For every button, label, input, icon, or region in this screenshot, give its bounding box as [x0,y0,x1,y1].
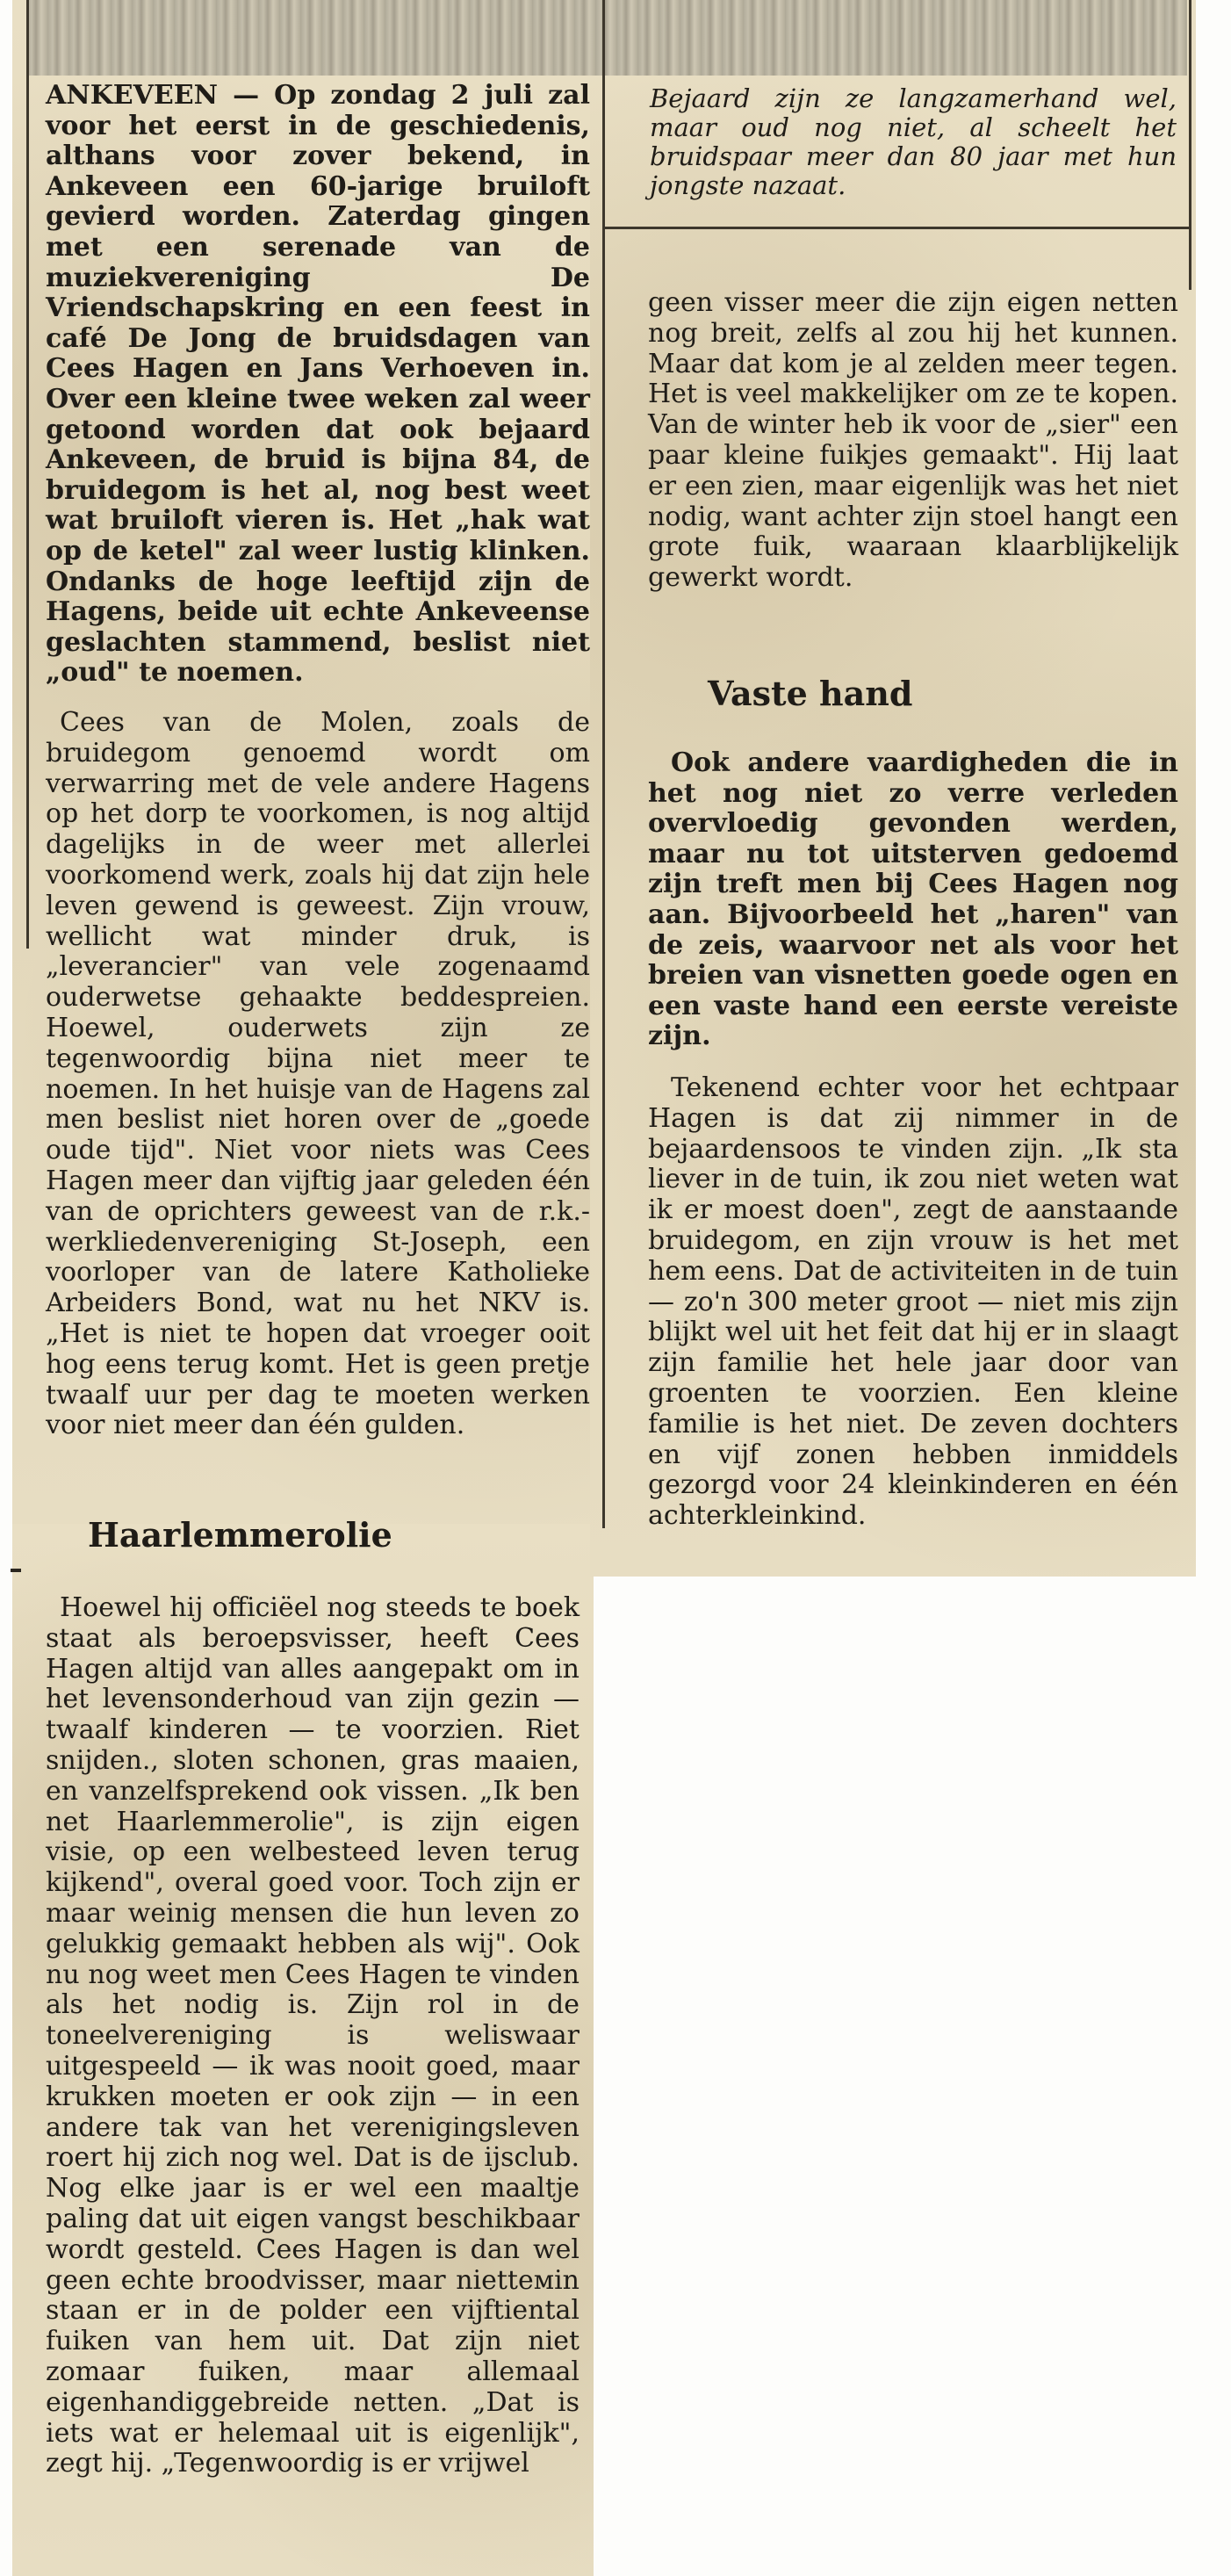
article-paragraph-1: Cees van de Molen, zoals de bruidegom genoemd wordt om verwarring met de vele andere Hagens op het dorp te voorkomen, is nog altijd dagelijks in de weer met allerlei voorkomend werk, zoals hij dat zijn hele leven gewend is geweest. Zijn vrouw, wellicht wat minder druk, is „leverancier" van vele zogenaamd ouderwetse gehaakte beddespreien. Hoewel, ouderwets zijn ze tegenwoordig bijna niet meer te noemen. In het huisje van de Hagens zal men beslist niet horen over de „goede oude tijd". Niet voor niets was Cees Hagen meer dan vijftig jaar geleden één van de oprichters geweest van de r.k.-werkliedenvereniging St-Joseph, een voorloper van de latere Katholieke Arbeiders Bond, wat nu het NKV is. „Het is niet te hopen dat vroeger ooit hog eens terug komt. Het is geen pretje twaalf uur per dag te moeten werken voor niet meer dan één gulden. [46,707,590,1441]
dash-mark [11,1569,21,1572]
article-paragraph-5: Tekenend echter voor het echtpaar Hagen is dat zij nimmer in de bejaardensoos te vinden zijn. „Ik sta liever in de tuin, ik zou niet weten wat ik er moest doen", zegt de aanstaande bruidegom, en zijn vrouw is het met hem eens. Dat de activiteiten in de tuin — zo'n 300 meter groot — niet mis zijn blijkt wel uit het feit dat hij er in slaagt zijn familie het hele jaar door van groenten te voorzien. Een kleine familie is het niet. De zeven dochters en vijf zonen hebben inmiddels gezorgd voor 24 kleinkinderen en één achterkleinkind. [648,1072,1178,1532]
column-divider [602,0,605,1528]
left-border-rule [26,0,29,949]
article-paragraph-3: geen visser meer die zijn eigen netten nog breit, zelfs al zou hij het kunnen. Maar dat kom je al zelden meer tegen. Het is veel makkelijker om ze te kopen. Van de winter heb ik voor de „sier" een paar kleine fuikjes gemaakt". Hij laat er een zien, maar eigenlijk was het niet nodig, want achter zijn stoel hangt een grote fuik, waaraan klaarblijkelijk gewerkt wordt. [648,287,1178,594]
right-border-rule [1189,0,1191,290]
article-intro: ANKEVEEN — Op zondag 2 juli zal voor het eerst in de geschiedenis, althans voor zover bekend, in Ankeveen een 60-jarige bruiloft gevierd worden. Zaterdag gingen met een serenade van de muziekvereniging De Vriendschapskring en een feest in café De Jong de bruidsdagen van Cees Hagen en Jans Verhoeven in. Over een kleine twee weken zal weer getoond worden dat ook bejaard Ankeveen, de bruid is bijna 84, de bruidegom is het al, nog best weet wat bruiloft vieren is. Het „hak wat op de ketel" zal weer lustig klinken. Ondanks de hoge leeftijd zijn de Hagens, beide uit echte Ankeveense geslachten stammend, beslist niet „oud" te noemen. [46,80,590,689]
photo-edge [26,0,1187,76]
heading-vaste-hand: Vaste hand [708,674,913,713]
caption-rule [602,227,1191,229]
article-paragraph-2: Hoewel hij officiëel nog steeds te boek staat als beroepsvisser, heeft Cees Hagen altijd van alles aangepakt om in het levensonderhoud van zijn gezin — twaalf kinderen — te voorzien. Riet snijden., sloten schonen, gras maaien, en vanzelfsprekend ook vissen. „Ik ben net Haarlemmerolie", is zijn eigen visie, op een welbesteed leven terug kijkend", overal goed voor. Toch zijn er maar weinig mensen die hun leven zo gelukkig gemaakt hebben als wij". Ook nu nog weet men Cees Hagen te vinden als het nodig is. Zijn rol in de toneelvereniging is weliswaar uitgespeeld — ik was nooit goed, maar krukken moeten er ook zijn — in een andere tak van het verenigingsleven roert hij zich nog wel. Dat is de ijsclub. Nog elke jaar is er wel een maaltje paling dat uit eigen vangst beschikbaar wordt gesteld. Cees Hagen is dan wel geen echte broodvisser, maar nietteмin staan er in de polder een vijftiental fuiken van hem uit. Dat zijn niet zomaar fuiken, maar allemaal eigenhandiggebreide netten. „Dat is iets wat er helemaal uit is eigenlijk", zegt hij. „Tegenwoordig is er vrijwel [46,1592,580,2479]
article-paragraph-4: Ook andere vaardigheden die in het nog niet zo verre verleden overvloedig gevonden werden, maar nu tot uitsterven gedoemd zijn treft men bij Cees Hagen nog aan. Bijvoorbeeld het „haren" van de zeis, waarvoor net als voor het breien van visnetten goede ogen en een vaste hand een eerste vereiste zijn. [648,747,1178,1052]
heading-haarlemmerolie: Haarlemmerolie [88,1515,392,1555]
photo-caption: Bejaard zijn ze langzamerhand wel, maar oud nog niet, al scheelt het bruidspaar meer dan 80 jaar met hun jongste nazaat. [650,83,1177,200]
